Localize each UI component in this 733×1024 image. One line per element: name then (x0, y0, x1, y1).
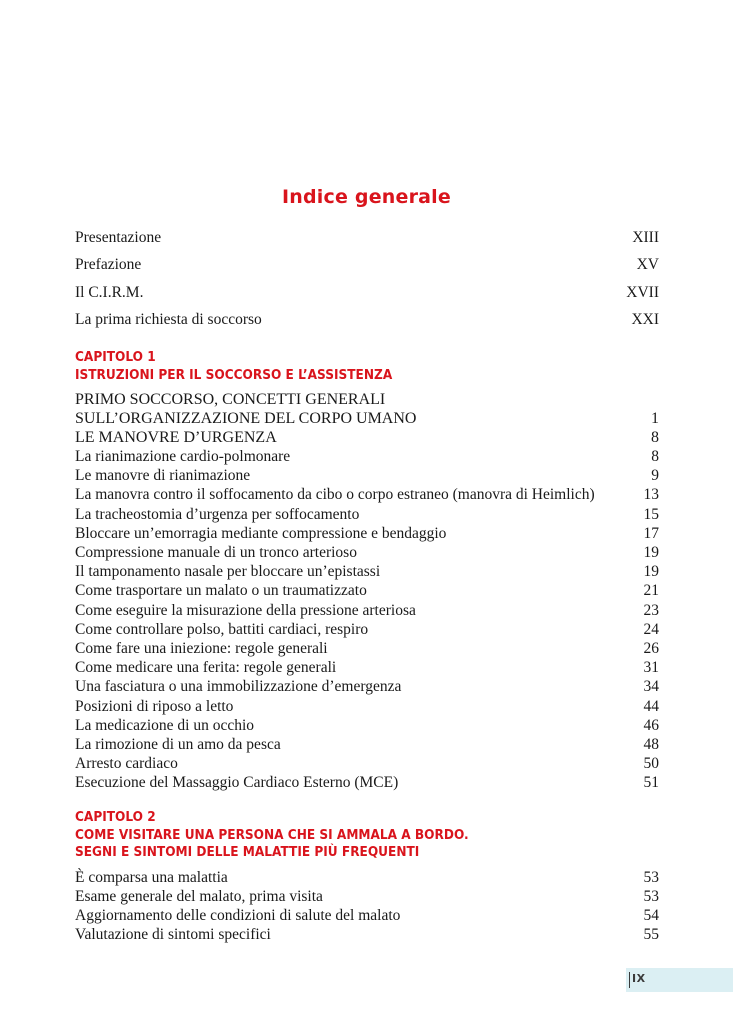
entry-label: Come eseguire la misurazione della pressione arteriosa (75, 601, 416, 619)
entry-page-number: 1 (651, 410, 659, 427)
toc-entry (75, 754, 659, 773)
toc-entry (75, 620, 659, 639)
toc-entry (75, 735, 659, 754)
entry-page-number: 54 (643, 906, 659, 924)
entry-page-number: 53 (643, 887, 659, 905)
entry-label: PRIMO SOCCORSO, CONCETTI GENERALI SULL’ORGANIZZAZIONE DEL CORPO UMANO (75, 391, 417, 427)
entry-page-number: XVII (626, 283, 659, 301)
entry-label: Aggiornamento delle condizioni di salute del malato (75, 906, 401, 924)
entry-page-number: XIII (632, 229, 659, 246)
page-number: IX (632, 972, 646, 985)
entry-page-number: 23 (643, 601, 659, 619)
entry-label: È comparsa una malattia (75, 868, 228, 886)
entry-label: La manovra contro il soffocamento da cibo o corpo estraneo (manovra di Heimlich) (75, 486, 595, 504)
toc-entry (75, 485, 659, 504)
entry-page-number: 51 (643, 774, 659, 792)
entry-page-number: 9 (651, 467, 659, 485)
entry-label: La tracheostomia d’urgenza per soffocamento (75, 505, 360, 523)
toc-entry (75, 505, 659, 524)
entry-page-number: XV (636, 256, 659, 274)
toc-entry (75, 562, 659, 581)
toc-entry (75, 639, 659, 658)
entry-label: Arresto cardiaco (75, 755, 178, 773)
entry-label: Una fasciatura o una immobilizzazione d’emergenza (75, 678, 402, 696)
entry-page-number: 21 (643, 582, 659, 600)
entry-label: Come trasportare un malato o un traumatizzato (75, 582, 367, 600)
entry-label: La rimozione di un amo da pesca (75, 736, 281, 754)
chapter-number: CAPITOLO 2 (75, 809, 156, 825)
toc-entry (75, 601, 659, 620)
chapter-heading: SEGNI E SINTOMI DELLE MALATTIE PIÙ FREQUENTI (75, 844, 420, 860)
toc-entry (75, 581, 659, 600)
entry-label: Prefazione (75, 256, 142, 274)
front-matter-list (75, 226, 659, 335)
toc-entry (75, 716, 659, 735)
entry-label: La prima richiesta di soccorso (75, 310, 262, 328)
toc-entry (75, 887, 659, 906)
entry-page-number: 31 (643, 659, 659, 677)
entry-label: Bloccare un’emorragia mediante compressione e bendaggio (75, 524, 447, 542)
chapter-number: CAPITOLO 1 (75, 349, 156, 365)
chapter-heading: ISTRUZIONI PER IL SOCCORSO E L’ASSISTENZA (75, 366, 393, 383)
front-matter-entry (75, 253, 659, 280)
chapter-entries (75, 868, 659, 945)
entry-label: Esame generale del malato, prima visita (75, 887, 323, 905)
toc-entry (75, 697, 659, 716)
entry-page-number: 17 (643, 524, 659, 542)
entry-label: Valutazione di sintomi specifici (75, 926, 271, 944)
entry-label: Presentazione (75, 229, 162, 246)
entry-page-number: 55 (643, 926, 659, 944)
entry-label: La rianimazione cardio-polmonare (75, 448, 291, 465)
folio-divider (629, 972, 630, 988)
toc-entry (75, 773, 659, 792)
toc-entry (75, 925, 659, 944)
entry-label: Le manovre di rianimazione (75, 467, 251, 485)
toc-entry (75, 658, 659, 677)
entry-page-number: 53 (643, 868, 659, 886)
toc-section-entry (75, 390, 659, 428)
entry-page-number: 46 (643, 716, 659, 734)
entry-page-number: 34 (643, 678, 659, 696)
toc-entry (75, 677, 659, 696)
chapter-heading: COME VISITARE UNA PERSONA CHE SI AMMALA A BORDO. (75, 826, 469, 843)
entry-label: Il C.I.R.M. (75, 283, 144, 301)
entry-page-number: 50 (643, 755, 659, 773)
entry-label: Posizioni di riposo a letto (75, 697, 234, 715)
entry-page-number: 19 (643, 563, 659, 581)
entry-label: LE MANOVRE D’URGENZA (75, 429, 277, 446)
entry-label: Come fare una iniezione: regole generali (75, 640, 328, 658)
front-matter-entry (75, 308, 659, 335)
entry-page-number: 15 (643, 505, 659, 523)
entry-label: La medicazione di un occhio (75, 716, 255, 734)
entry-page-number: XXI (631, 310, 659, 328)
entry-label: Esecuzione del Massaggio Cardiaco Esterno (MCE) (75, 774, 399, 792)
chapter-entries (75, 390, 659, 793)
entry-page-number: 8 (651, 429, 659, 446)
entry-page-number: 19 (643, 544, 659, 562)
entry-page-number: 44 (643, 697, 659, 715)
toc-entry (75, 868, 659, 887)
chapter-2 (75, 809, 659, 944)
chapter-1 (75, 349, 659, 793)
entry-page-number: 13 (643, 486, 659, 504)
entry-page-number: 24 (643, 620, 659, 638)
front-matter-entry (75, 281, 659, 308)
entry-label: Come medicare una ferita: regole generali (75, 659, 337, 677)
page-title: Indice generale (282, 186, 451, 208)
entry-page-number: 26 (643, 640, 659, 658)
entry-label: Compressione manuale di un tronco arterioso (75, 544, 357, 562)
entry-label: Il tamponamento nasale per bloccare un’epistassi (75, 563, 381, 581)
toc-entry (75, 466, 659, 485)
entry-page-number: 8 (651, 448, 659, 465)
toc-section-entry (75, 428, 659, 447)
toc-entry (75, 524, 659, 543)
toc-entry (75, 447, 659, 466)
front-matter-entry (75, 226, 659, 253)
toc-entry (75, 543, 659, 562)
entry-page-number: 48 (643, 736, 659, 754)
toc-entry (75, 906, 659, 925)
entry-label: Come controllare polso, battiti cardiaci, respiro (75, 620, 369, 638)
